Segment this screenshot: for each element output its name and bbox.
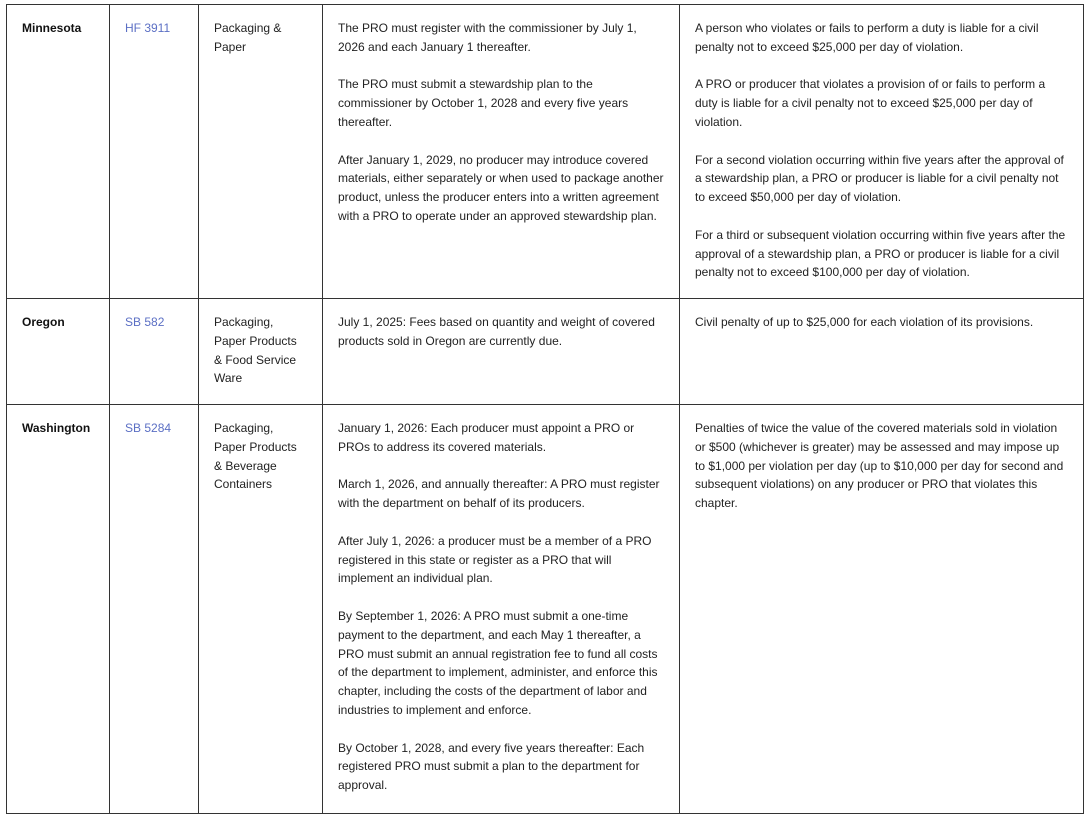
penalty-text: Civil penalty of up to $25,000 for each violation of its provisions. [695,315,1034,329]
bill-link[interactable]: SB 582 [125,315,165,329]
penalty-text: A PRO or producer that violates a provision of or fails to perform a duty is liable for a civil penalty not to exceed $25,000 per day of violation. [695,77,1046,129]
deadline-text: By September 1, 2026: A PRO must submit a one-time payment to the department, and each May 1 thereafter, a PRO must submit an annual registration fee to fund all costs of the department to implement, administer, and enforce this chapter, including the costs of the department of labor and industries to implement and enforce. [338,608,658,717]
penalty-text: For a third or subsequent violation occurring within five years after the approval of a stewardship plan, a PRO or producer is liable for a civil penalty not to exceed $100,000 per day of violation. [695,227,1066,280]
penalties-cell [680,299,1084,405]
penalty-text: For a second violation occurring within five years after the approval of a stewardship plan, a PRO or producer is liable for a civil penalty not to exceed $50,000 per day of violation. [695,152,1064,205]
materials-cell: Packaging, Paper Products & Food Service Ware [199,299,323,405]
deadline-text: March 1, 2026, and annually thereafter: A PRO must register with the department on behalf of its producers. [338,477,660,511]
deadline-text: After July 1, 2026: a producer must be a member of a PRO registered in this state or register as a PRO that will implement an individual plan. [338,533,652,586]
epr-law-table [6,4,1084,814]
state-cell: Oregon [7,299,110,405]
materials-cell: Packaging, Paper Products & Beverage Containers [199,405,323,814]
deadline-text: The PRO must register with the commissioner by July 1, 2026 and each January 1 thereafter. [338,21,637,54]
deadline-text: By October 1, 2028, and every five years thereafter: Each registered PRO must submit a plan to the department for approval. [338,740,645,793]
table-row-oregon [7,299,1084,405]
deadline-text: The PRO must submit a stewardship plan to the commissioner by October 1, 2028 and every five years thereafter. [338,77,629,129]
deadline-text: January 1, 2026: Each producer must appoint a PRO or PROs to address its covered materials. [338,421,635,454]
deadlines-cell [323,405,680,814]
deadline-text: July 1, 2025: Fees based on quantity and weight of covered products sold in Oregon are currently due. [338,315,655,348]
deadlines-cell [323,5,680,299]
bill-link[interactable]: HF 3911 [125,21,171,35]
bill-link[interactable]: SB 5284 [125,421,172,435]
bill-cell [110,405,199,814]
penalty-text: Penalties of twice the value of the covered materials sold in violation or $500 (whichever is greater) may be assessed and may impose up to $1,000 per violation per day (up to $10,000 per day for second and subsequent violations) on any producer or PRO that violates this chapter. [695,421,1064,511]
penalties-cell [680,5,1084,299]
deadlines-cell [323,299,680,405]
materials-cell: Packaging & Paper [199,5,323,299]
table-row-washington [7,405,1084,814]
penalty-text: A person who violates or fails to perform a duty is liable for a civil penalty not to exceed $25,000 per day of violation. [695,21,1039,54]
penalties-cell [680,405,1084,814]
state-cell: Minnesota [7,5,110,299]
bill-cell [110,299,199,405]
deadline-text: After January 1, 2029, no producer may introduce covered materials, either separately or when used to package another product, unless the producer enters into a written agreement with a PRO to operate under an approved stewardship plan. [338,152,664,223]
table-row-minnesota [7,5,1084,299]
state-cell: Washington [7,405,110,814]
bill-cell [110,5,199,299]
